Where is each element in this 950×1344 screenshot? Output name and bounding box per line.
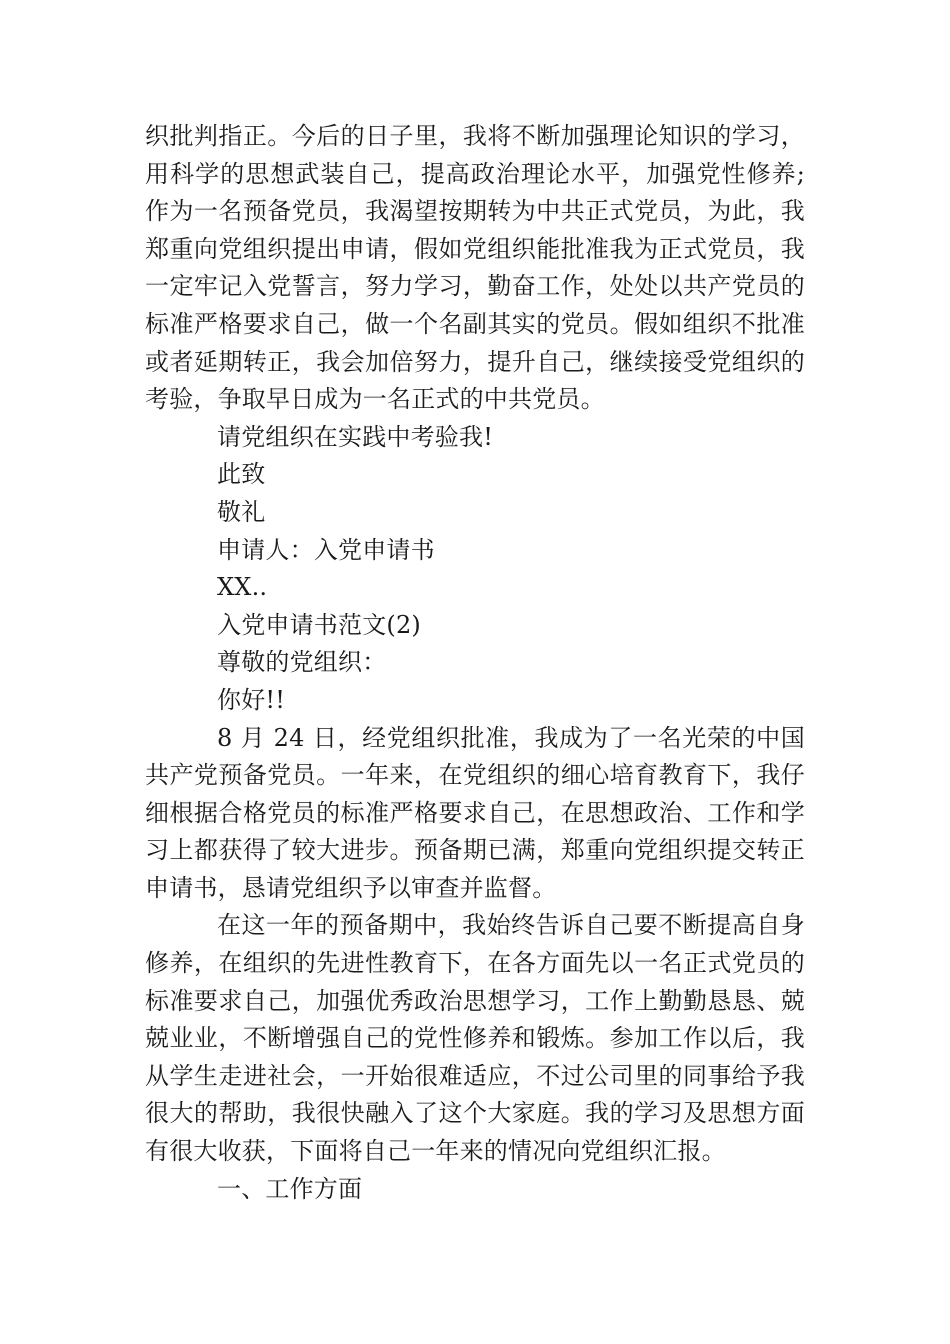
paragraph-continuation: 织批判指正。今后的日子里，我将不断加强理论知识的学习，用科学的思想武装自己，提高政治理论水平，加强党性修养;作为一名预备党员，我渴望按期转为中共正式党员，为此，我郑重向党组织提出申请，假如党组织能批准我为正式党员，我一定牢记入党誓言，努力学习，勤奋工作，处处以共产党员的标准严格要求自己，做一个名副其实的党员。假如组织不批准或者延期转正，我会加倍努力，提升自己，继续接受党组织的考验，争取早日成为一名正式的中共党员。 [145, 122, 805, 414]
regards-line: 敬礼 [217, 497, 266, 526]
salutation-line: 此致 [217, 460, 266, 489]
date-line: XX.. [217, 573, 268, 602]
subsection-heading: 一、工作方面 [217, 1174, 363, 1203]
applicant-line: 申请人：入党申请书 [217, 535, 435, 564]
paragraph-intro: 8 月 24 日，经党组织批准，我成为了一名光荣的中国共产党预备党员。一年来，在党组织的细心培育教育下，我仔细根据合格党员的标准严格要求自己，在思想政治、工作和学习上都获得了较大进步。预备期已满，郑重向党组织提交转正申请书，恳请党组织予以审查并监督。 [145, 723, 805, 902]
section-title: 入党申请书范文(2) [217, 610, 421, 639]
closing-request-line: 请党组织在实践中考验我! [217, 422, 494, 451]
document-body [145, 118, 805, 1208]
paragraph-probation: 在这一年的预备期中，我始终告诉自己要不断提高自身修养，在组织的先进性教育下，在各方面先以一名正式党员的标准要求自己，加强优秀政治思想学习，工作上勤勤恳恳、兢兢业业，不断增强自己的党性修养和锻炼。参加工作以后，我从学生走进社会，一开始很难适应，不过公司里的同事给予我很大的帮助，我很快融入了这个大家庭。我的学习及思想方面有很大收获，下面将自己一年来的情况向党组织汇报。 [145, 911, 805, 1166]
greeting-recipient: 尊敬的党组织： [217, 648, 387, 677]
greeting-line: 你好!! [217, 685, 286, 714]
